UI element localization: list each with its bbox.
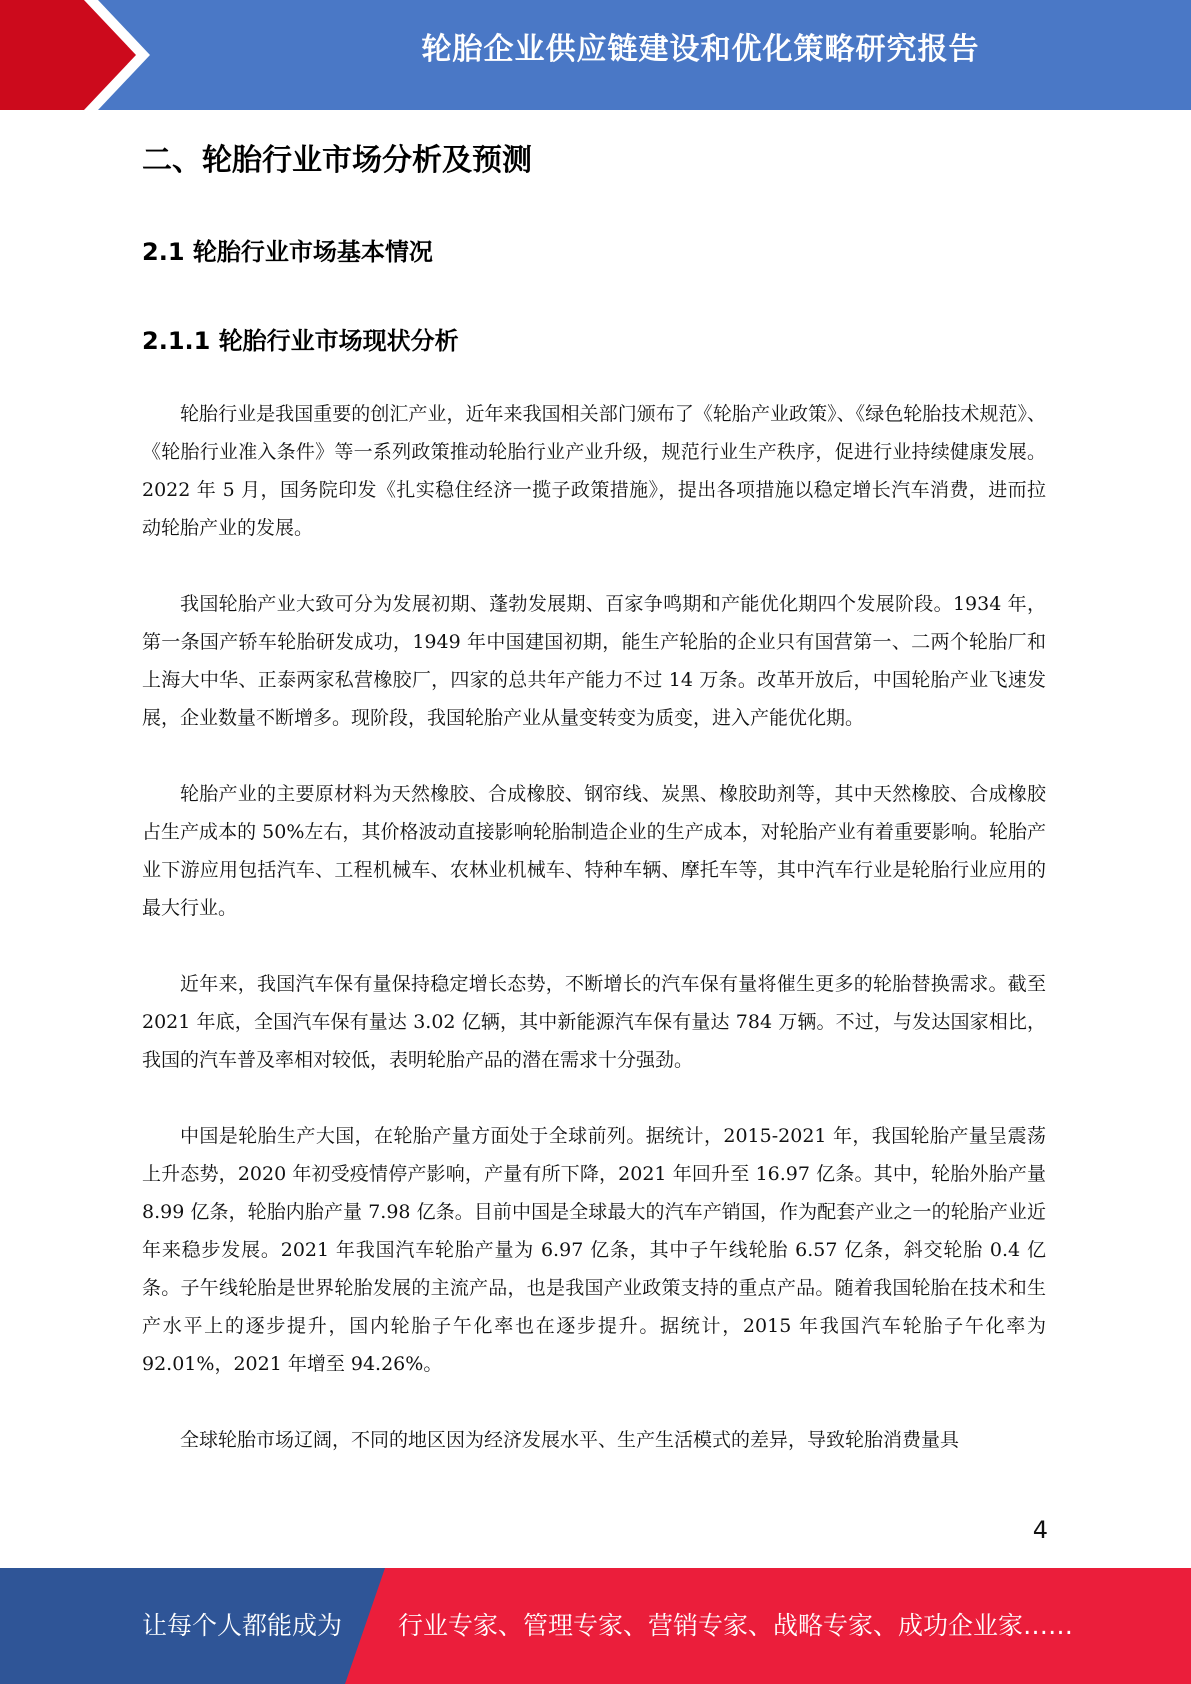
page-footer: [0, 1568, 1191, 1684]
section-heading: 2.1 轮胎行业市场基本情况: [142, 238, 433, 266]
footer-slogan-right: 行业专家、管理专家、营销专家、战略专家、成功企业家……: [398, 1611, 1074, 1640]
paragraph: 全球轮胎市场辽阔，不同的地区因为经济发展水平、生产生活模式的差异，导致轮胎消费量具: [180, 1429, 960, 1451]
paragraph: 近年来，我国汽车保有量保持稳定增长态势，不断增长的汽车保有量将催生更多的轮胎替换需求。截至 2021 年底，全国汽车保有量达 3.02 亿辆，其中新能源汽车保有量达 784 万辆。不过，与发达国家相比，我国的汽车普及率相对较低，表明轮胎产品的潜在需求十分强劲。: [142, 973, 1046, 1071]
report-title: 轮胎企业供应链建设和优化策略研究报告: [421, 32, 980, 67]
chapter-heading: 二、轮胎行业市场分析及预测: [142, 143, 532, 178]
paragraph: 中国是轮胎生产大国，在轮胎产量方面处于全球前列。据统计，2015-2021 年，我国轮胎产量呈震荡上升态势，2020 年初受疫情停产影响，产量有所下降，2021 年回升至 16.97 亿条。其中，轮胎外胎产量 8.99 亿条，轮胎内胎产量 7.98 亿条。目前中国是全球最大的汽车产销国，作为配套产业之一的轮胎产业近年来稳步发展。2021 年我国汽车轮胎产量为 6.97 亿条，其中子午线轮胎 6.57 亿条，斜交轮胎 0.4 亿条。子午线轮胎是世界轮胎发展的主流产品，也是我国产业政策支持的重点产品。随着我国轮胎在技术和生产水平上的逐步提升，国内轮胎子午化率也在逐步提升。据统计，2015 年我国汽车轮胎子午化率为 92.01%，2021 年增至 94.26%。: [142, 1125, 1046, 1375]
paragraph: 轮胎产业的主要原材料为天然橡胶、合成橡胶、钢帘线、炭黑、橡胶助剂等，其中天然橡胶、合成橡胶占生产成本的 50%左右，其价格波动直接影响轮胎制造企业的生产成本，对轮胎产业有着重要影响。轮胎产业下游应用包括汽车、工程机械车、农林业机械车、特种车辆、摩托车等，其中汽车行业是轮胎行业应用的最大行业。: [142, 783, 1046, 919]
page-number: 4: [1032, 1516, 1048, 1544]
paragraph: 轮胎行业是我国重要的创汇产业，近年来我国相关部门颁布了《轮胎产业政策》、《绿色轮胎技术规范》、《轮胎行业准入条件》等一系列政策推动轮胎行业产业升级，规范行业生产秩序，促进行业持续健康发展。2022 年 5 月，国务院印发《扎实稳住经济一揽子政策措施》，提出各项措施以稳定增长汽车消费，进而拉动轮胎产业的发展。: [142, 403, 1046, 539]
page-header: [0, 0, 1191, 110]
footer-slogan-left: 让每个人都能成为: [142, 1611, 343, 1640]
document-body: [142, 134, 1046, 1497]
paragraph: 我国轮胎产业大致可分为发展初期、蓬勃发展期、百家争鸣期和产能优化期四个发展阶段。1934 年，第一条国产轿车轮胎研发成功，1949 年中国建国初期，能生产轮胎的企业只有国营第一、二两个轮胎厂和上海大中华、正泰两家私营橡胶厂，四家的总共年产能力不过 14 万条。改革开放后，中国轮胎产业飞速发展，企业数量不断增多。现阶段，我国轮胎产业从量变转变为质变，进入产能优化期。: [142, 593, 1046, 729]
chevron-logo-icon: [0, 0, 160, 110]
subsection-heading: 2.1.1 轮胎行业市场现状分析: [142, 327, 459, 355]
paragraph-list: [142, 395, 1046, 1459]
